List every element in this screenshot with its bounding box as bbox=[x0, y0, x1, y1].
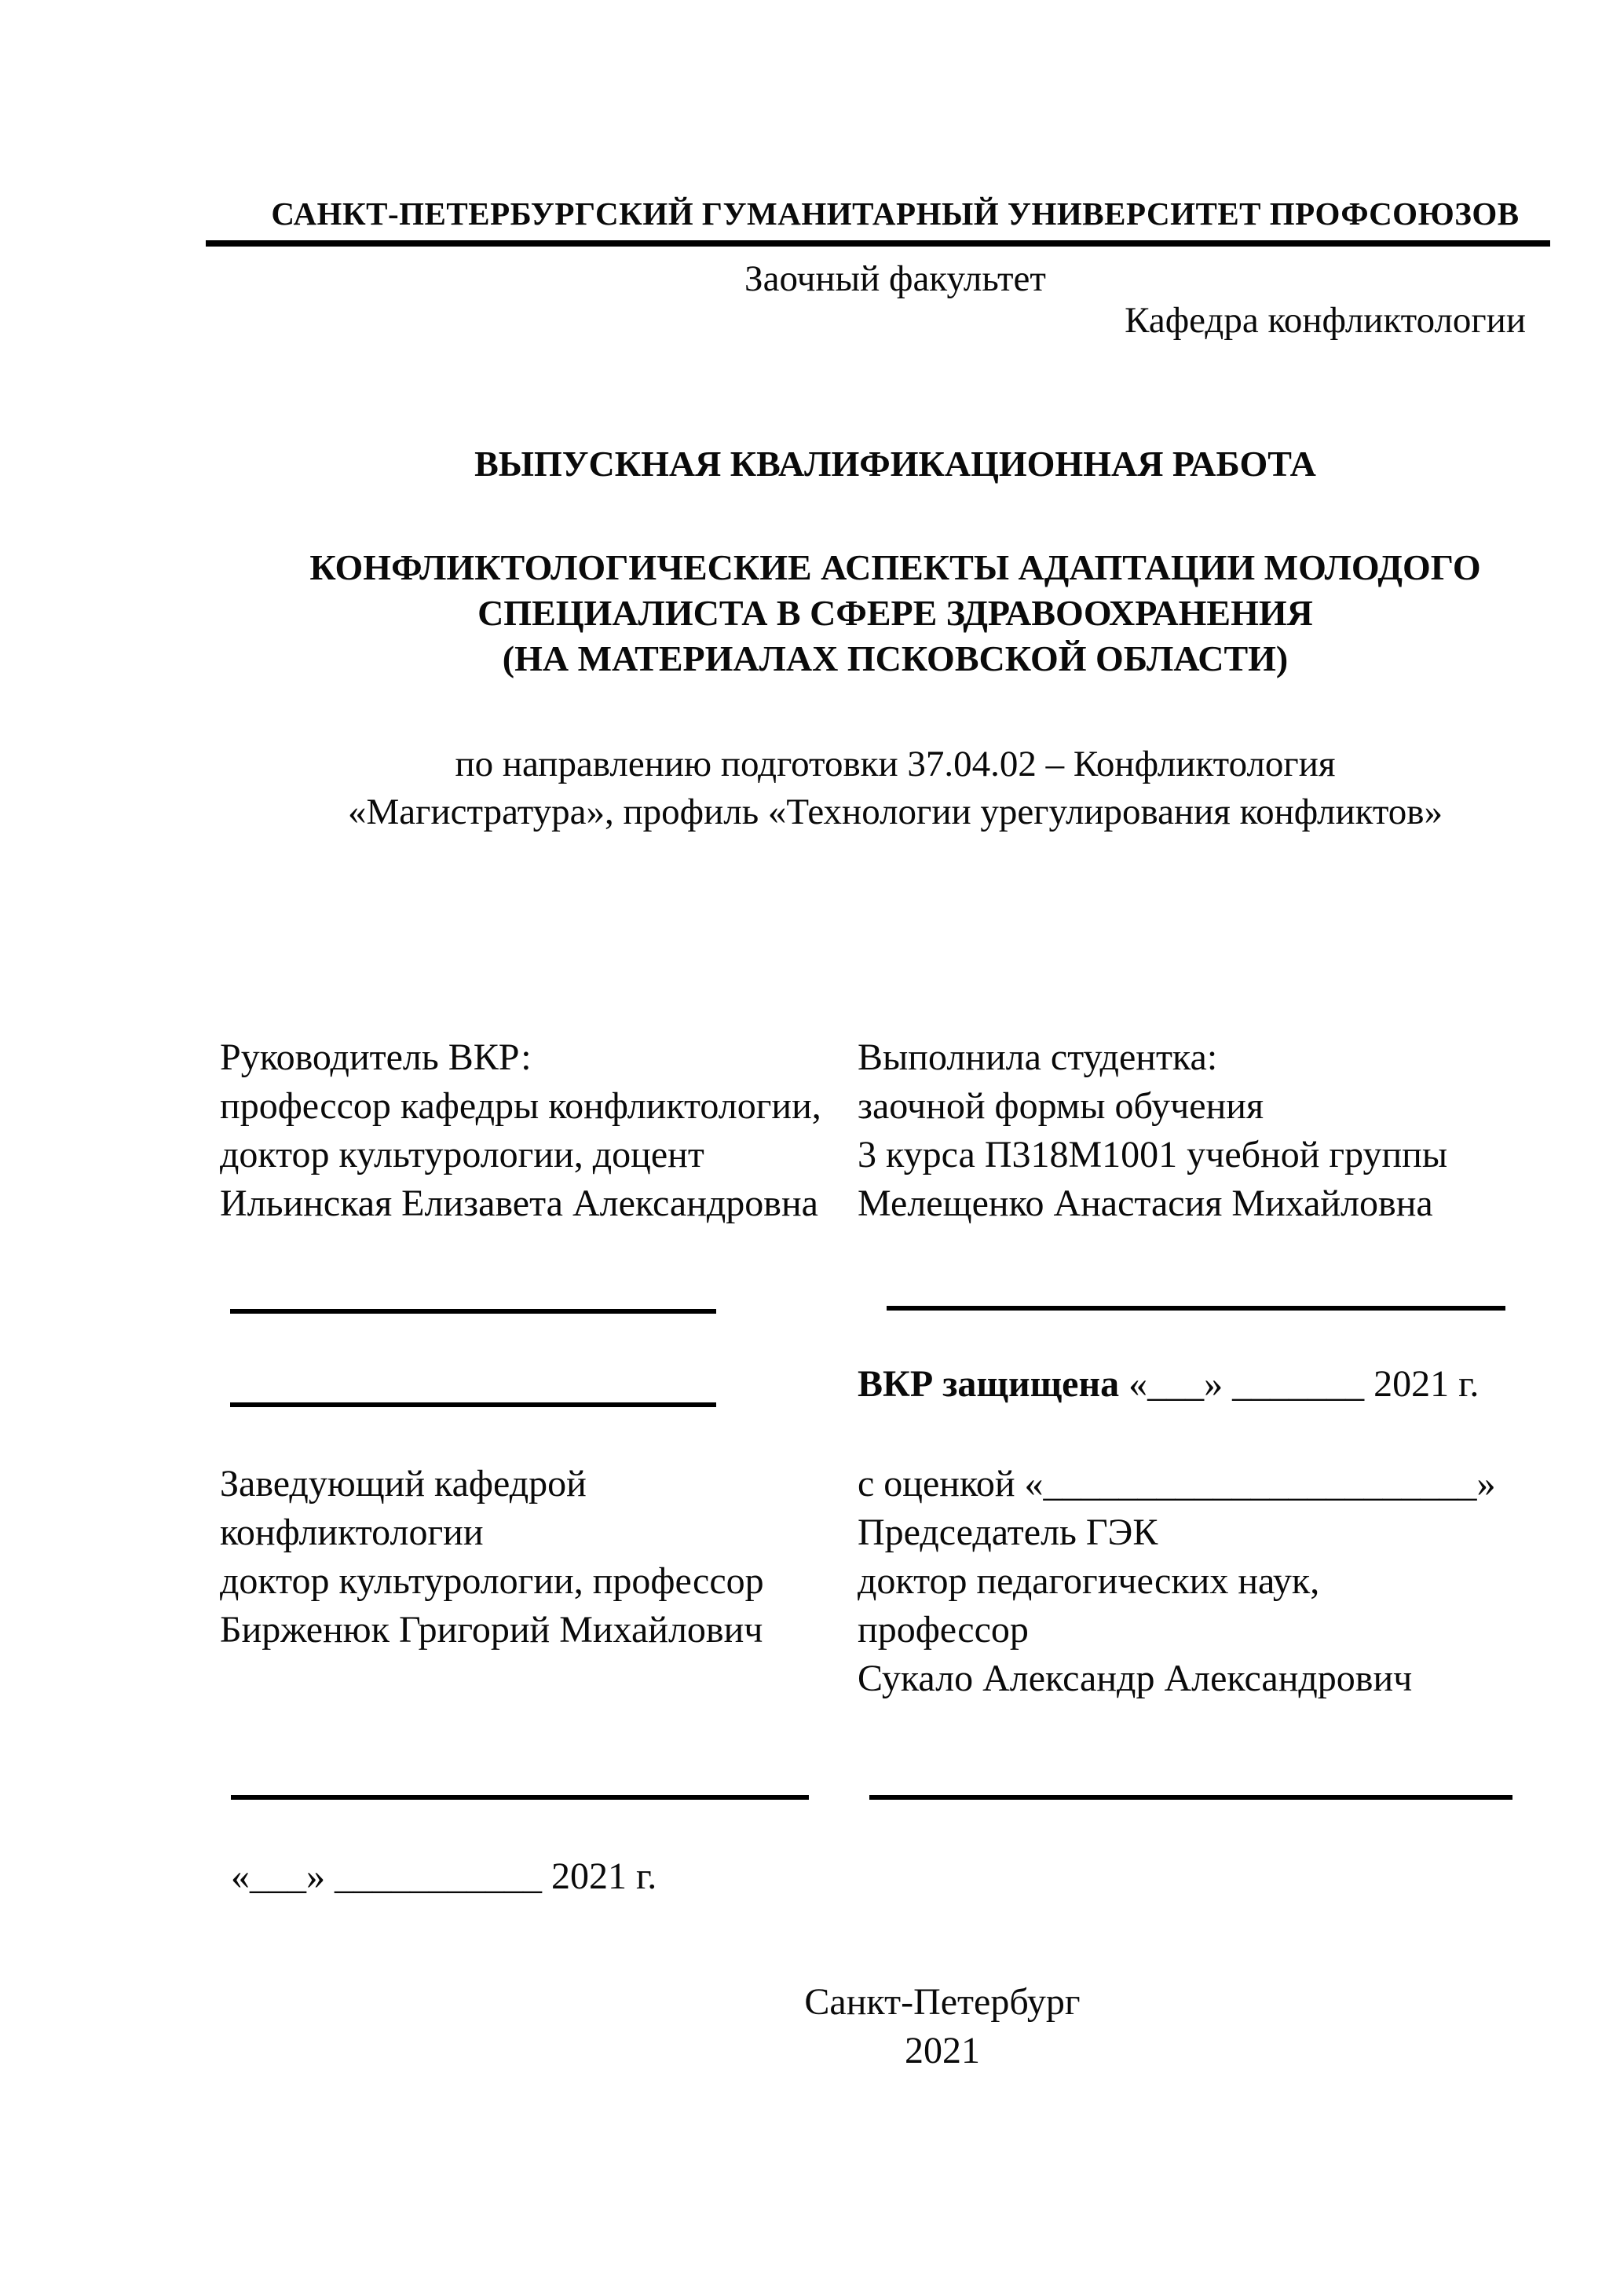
chair-rank: профессор bbox=[858, 1609, 1029, 1651]
department-name: Кафедра конфликтологии bbox=[1125, 300, 1526, 341]
header-rule bbox=[206, 240, 1550, 247]
student-study-form: заочной формы обучения bbox=[858, 1085, 1264, 1127]
signature-line-chair bbox=[869, 1795, 1512, 1800]
date-blank: «___» ___________ 2021 г. bbox=[231, 1855, 657, 1897]
head-role-line-1: Заведующий кафедрой bbox=[220, 1463, 587, 1504]
head-role-line-2: конфликтологии bbox=[220, 1512, 484, 1553]
program-direction: по направлению подготовки 37.04.02 – Конфликтология bbox=[455, 744, 1336, 784]
footer-city: Санкт-Петербург bbox=[804, 1981, 1081, 2023]
student-name: Мелещенко Анастасия Михайловна bbox=[858, 1183, 1433, 1224]
thesis-title-line-2: СПЕЦИАЛИСТА В СФЕРЕ ЗДРАВООХРАНЕНИЯ bbox=[477, 593, 1313, 633]
head-name: Бирженюк Григорий Михайлович bbox=[220, 1609, 763, 1651]
supervisor-name: Ильинская Елизавета Александровна bbox=[220, 1183, 818, 1224]
supervisor-role: Руководитель ВКР: bbox=[220, 1036, 532, 1078]
work-type-heading: ВЫПУСКНАЯ КВАЛИФИКАЦИОННАЯ РАБОТА bbox=[474, 444, 1316, 484]
footer-year: 2021 bbox=[905, 2030, 980, 2071]
grade-blank-line: с оценкой «_______________________» bbox=[858, 1463, 1496, 1504]
signature-line-supervisor bbox=[230, 1309, 716, 1314]
defense-label: ВКР защищена bbox=[858, 1363, 1120, 1405]
footer bbox=[267, 1978, 1618, 2075]
chair-role: Председатель ГЭК bbox=[858, 1512, 1158, 1553]
chair-degree: доктор педагогических наук, bbox=[858, 1560, 1320, 1602]
student-group: 3 курса П318М1001 учебной группы bbox=[858, 1134, 1448, 1175]
signature-line-student bbox=[887, 1306, 1505, 1311]
supervisor-position-2: доктор культурологии, доцент bbox=[220, 1134, 704, 1175]
supervisor-position-1: профессор кафедры конфликтологии, bbox=[220, 1085, 821, 1127]
program-profile: «Магистратура», профиль «Технологии урегулирования конфликтов» bbox=[348, 792, 1443, 832]
faculty-name: Заочный факультет bbox=[744, 258, 1046, 299]
chair-name: Сукало Александр Александрович bbox=[858, 1658, 1413, 1699]
head-degree: доктор культурологии, профессор bbox=[220, 1560, 764, 1602]
defense-date-line bbox=[858, 1360, 1556, 1409]
head-of-department-block bbox=[220, 1460, 858, 1654]
thesis-title-line-1: КОНФЛИКТОЛОГИЧЕСКИЕ АСПЕКТЫ АДАПТАЦИИ МОЛОДОГО bbox=[309, 547, 1481, 587]
committee-block bbox=[858, 1460, 1556, 1703]
student-role: Выполнила студентка: bbox=[858, 1036, 1218, 1078]
signature-line-head bbox=[231, 1795, 809, 1800]
signature-line-supervisor-2 bbox=[230, 1402, 716, 1407]
defense-date-blank: «___» _______ 2021 г. bbox=[1119, 1363, 1480, 1405]
program-info bbox=[220, 740, 1571, 836]
thesis-title-line-3: (НА МАТЕРИАЛАХ ПСКОВСКОЙ ОБЛАСТИ) bbox=[502, 638, 1289, 678]
thesis-title bbox=[220, 545, 1571, 682]
supervisor-block bbox=[220, 1033, 858, 1228]
student-block bbox=[858, 1033, 1556, 1228]
university-name: САНКТ-ПЕТЕРБУРГСКИЙ ГУМАНИТАРНЫЙ УНИВЕРСИТЕТ ПРОФСОЮЗОВ bbox=[271, 196, 1520, 232]
